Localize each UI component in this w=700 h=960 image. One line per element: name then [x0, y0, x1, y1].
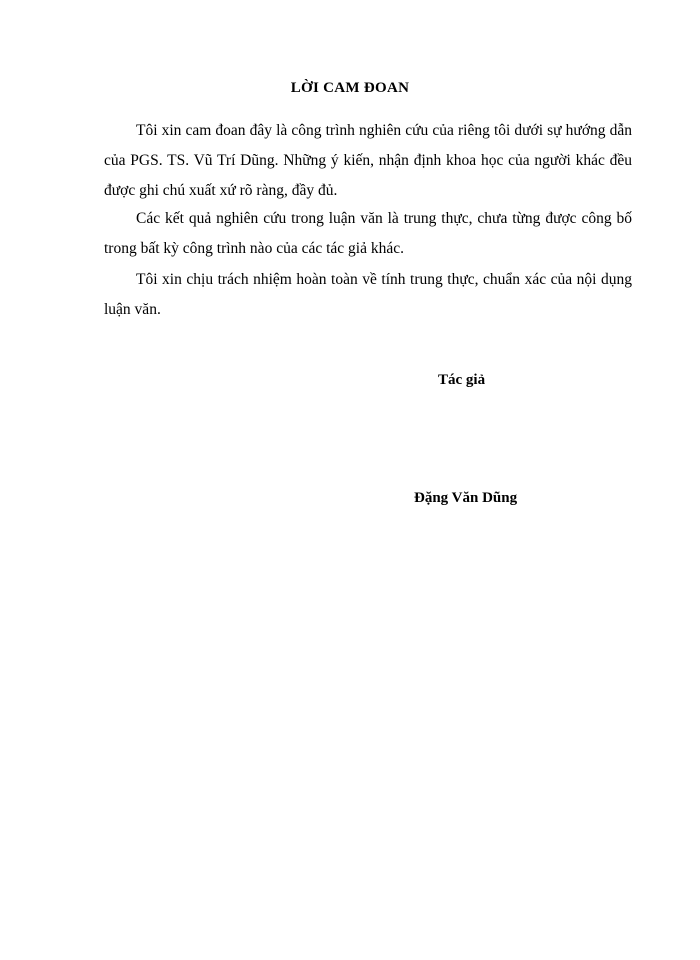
paragraph-3: Tôi xin chịu trách nhiệm hoàn toàn về tính trung thực, chuẩn xác của nội dụng luận văn. — [104, 271, 632, 318]
paragraph-1: Tôi xin cam đoan đây là công trình nghiên cứu của riêng tôi dưới sự hướng dẫn của PGS. TS. Vũ Trí Dũng. Những ý kiến, nhận định khoa học của người khác đều được ghi chú xuất xứ rõ ràng, đầy đủ. — [104, 122, 632, 199]
paragraph-2: Các kết quả nghiên cứu trong luận văn là trung thực, chưa từng được công bố trong bất kỳ công trình nào của các tác giả khác. — [104, 210, 632, 257]
page-title: LỜI CAM ĐOAN — [290, 80, 410, 96]
author-label: Tác giả — [438, 372, 486, 388]
author-name: Đặng Văn Dũng — [414, 490, 518, 506]
